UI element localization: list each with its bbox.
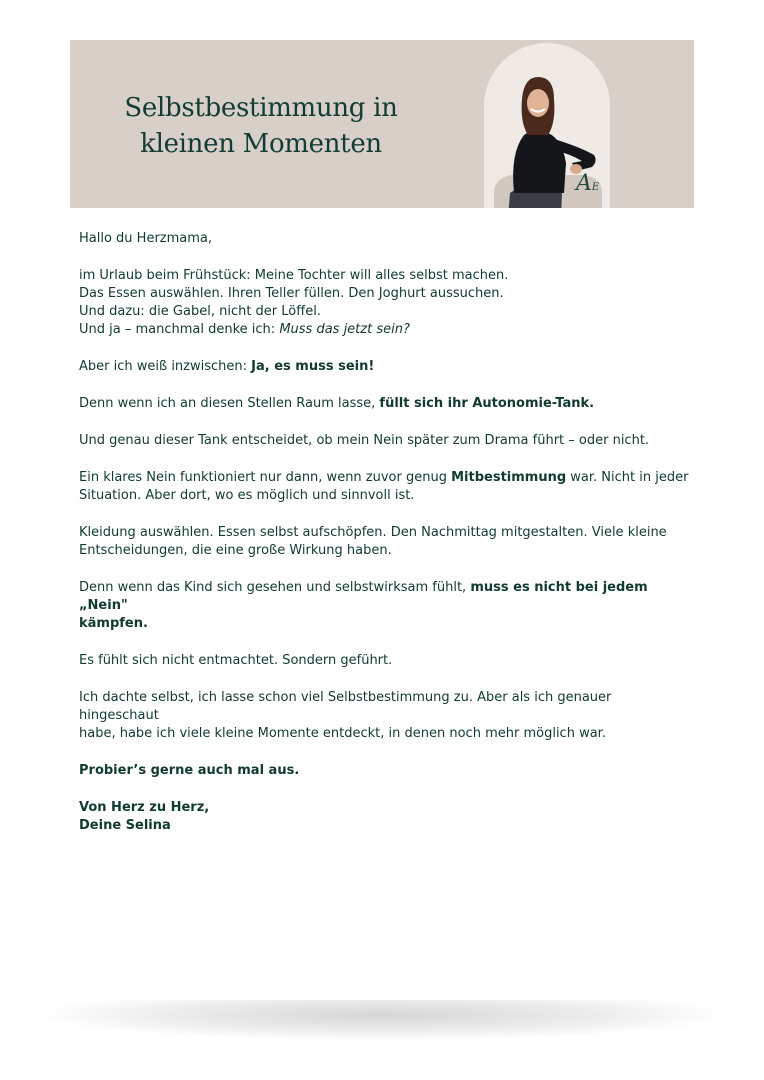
- paragraph-small-decisions: [79, 524, 689, 560]
- text-plain: Es fühlt sich nicht entmachtet. Sondern geführt.: [79, 653, 393, 668]
- text-plain: Und genau dieser Tank entscheidet, ob mein Nein später zum Drama führt – oder nicht.: [79, 433, 650, 448]
- letter-body: [79, 230, 689, 854]
- paragraph-reflection: [79, 689, 689, 743]
- paragraph-line: [79, 321, 689, 339]
- text-bold: Ja, es muss sein!: [251, 359, 375, 374]
- paragraph-line: kämpfen.: [79, 616, 148, 631]
- paragraph-try-it: [79, 762, 689, 780]
- paragraph-line: [79, 469, 689, 487]
- monogram-logo: [576, 171, 599, 196]
- text-plain: Denn wenn ich an diesen Stellen Raum lasse,: [79, 396, 380, 411]
- text-italic: Muss das jetzt sein?: [279, 322, 410, 337]
- paragraph-line: Das Essen auswählen. Ihren Teller füllen. Den Joghurt aussuchen.: [79, 286, 504, 301]
- paragraph-autonomy-tank: [79, 395, 689, 413]
- header-banner: [70, 40, 694, 208]
- text-bold: füllt sich ihr Autonomie-Tank.: [379, 396, 595, 411]
- text-plain: Und ja – manchmal denke ich:: [79, 322, 280, 337]
- paragraph-it-must-be: [79, 358, 689, 376]
- greeting-text: Hallo du Herzmama,: [79, 231, 213, 246]
- banner-title: [106, 90, 416, 162]
- paragraph-line: Situation. Aber dort, wo es möglich und sinnvoll ist.: [79, 488, 415, 503]
- paragraph-line: habe, habe ich viele kleine Momente entdeckt, in denen noch mehr möglich war.: [79, 726, 606, 741]
- paragraph-line: [79, 579, 689, 615]
- paragraph-breakfast: [79, 267, 689, 339]
- signoff-line: Von Herz zu Herz,: [79, 800, 210, 815]
- text-plain: Ein klares Nein funktioniert nur dann, wenn zuvor genug: [79, 470, 452, 485]
- paragraph-tank-decides: [79, 432, 689, 450]
- banner-title-line-1: Selbstbestimmung in: [124, 93, 398, 123]
- paragraph-guided: [79, 652, 689, 670]
- text-bold: muss es nicht bei jedem „Nein": [79, 580, 648, 613]
- paragraph-clear-no: [79, 469, 689, 505]
- text-plain: Aber ich weiß inzwischen:: [79, 359, 252, 374]
- text-plain: war. Nicht in jeder: [566, 470, 689, 485]
- text-plain: Denn wenn das Kind sich gesehen und selbstwirksam fühlt,: [79, 580, 471, 595]
- text-bold: Mitbestimmung: [451, 470, 567, 485]
- signature-name: Deine Selina: [79, 818, 171, 833]
- paragraph-line: Kleidung auswählen. Essen selbst aufschöpfen. Den Nachmittag mitgestalten. Viele kleine: [79, 525, 667, 540]
- text-bold: Probier’s gerne auch mal aus.: [79, 763, 300, 778]
- signoff: [79, 799, 689, 835]
- paragraph-line: Ich dachte selbst, ich lasse schon viel Selbstbestimmung zu. Aber als ich genauer hingeschaut: [79, 690, 612, 723]
- banner-title-line-2: kleinen Momenten: [140, 129, 382, 159]
- monogram-letter-a: A: [576, 171, 592, 196]
- paragraph-line: Und dazu: die Gabel, nicht der Löffel.: [79, 304, 321, 319]
- greeting: [79, 230, 689, 248]
- paragraph-seen-child: [79, 579, 689, 633]
- paragraph-line: Entscheidungen, die eine große Wirkung haben.: [79, 543, 392, 558]
- monogram-letter-e: E: [591, 182, 600, 193]
- paragraph-line: im Urlaub beim Frühstück: Meine Tochter will alles selbst machen.: [79, 268, 509, 283]
- author-photo: [484, 43, 610, 208]
